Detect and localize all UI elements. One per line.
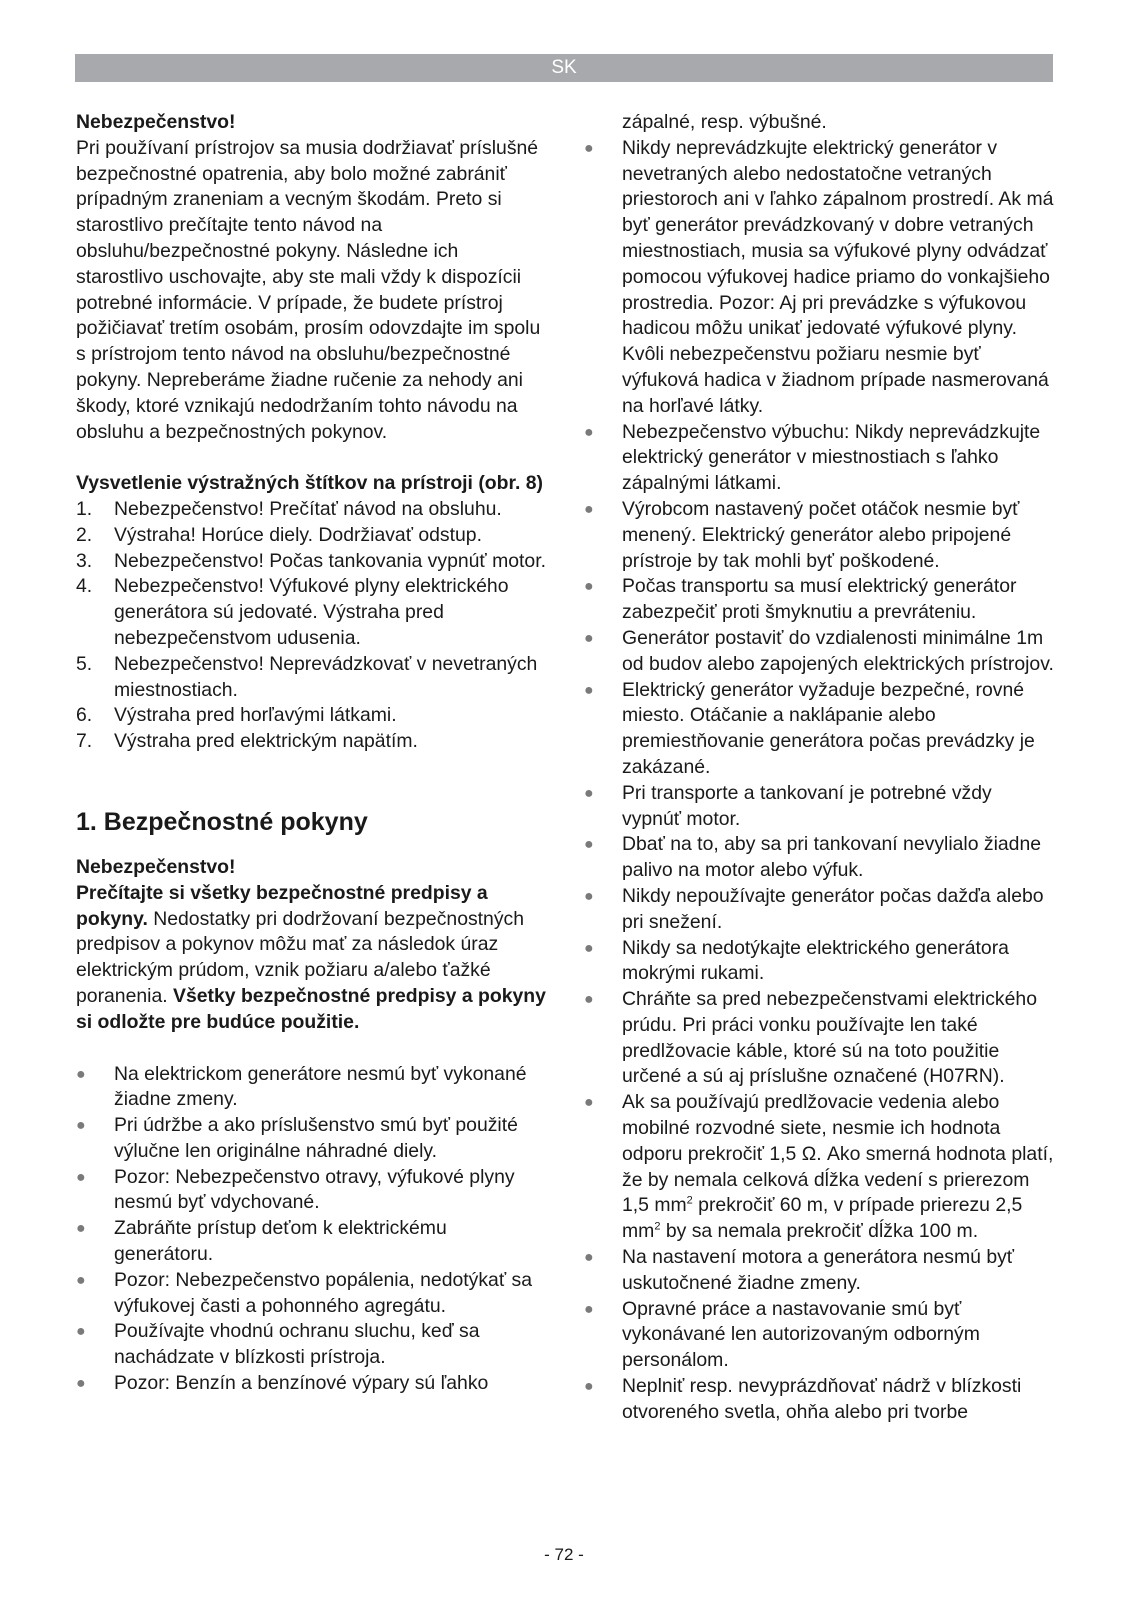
bullet-icon: ● [584,681,594,699]
list-item: ● Nikdy sa nedotýkajte elektrického generátora mokrými rukami. [584,936,1009,985]
list-item: 5. Nebezpečenstvo! Neprevádzkovať v nevetraných miestnostiach. [76,652,538,701]
list-item: ● Pozor: Benzín a benzínové výpary sú ľahko [76,1371,546,1397]
bullet-icon: ● [584,139,594,157]
list-item: ● Pri údržbe a ako príslušenstvo smú byť použité výlučne len originálne náhradné diely. [76,1114,518,1162]
list-item: ● Na elektrickom generátore nesmú byť vykonané žiadne zmeny. [76,1062,527,1111]
right-column [584,110,1054,1426]
bullet-icon: ● [76,1065,86,1083]
language-header-bar [75,54,1053,82]
bullet-icon: ● [76,1117,86,1135]
bullet-icon: ● [584,500,594,518]
list-item: ● Zabráňte prístup deťom k elektrickému generátoru. [76,1217,447,1266]
list-item: ● Pozor: Nebezpečenstvo popálenia, nedotýkať sa výfukovej časti a pohonného agregátu. [76,1268,532,1317]
bullet-icon: ● [76,1375,86,1393]
bullet-icon: ● [76,1271,86,1289]
left-column [76,110,546,1397]
list-item: 6. Výstraha pred horľavými látkami. [76,704,397,727]
section-warning: Nebezpečenstvo! [76,855,236,878]
list-item: ● Elektrický generátor vyžaduje bezpečné, rovné miesto. Otáčanie a naklápanie alebo premiestňovanie generátora počas prevádzky je zakázané. [584,678,1035,778]
list-item: ● Nikdy nepoužívajte generátor počas dažďa alebo pri snežení. [584,884,1044,933]
list-item: ● Neplniť resp. nevyprázdňovať nádrž v blízkosti otvoreného svetla, ohňa alebo pri tvorbe [584,1375,1022,1423]
bullet-icon: ● [76,1220,86,1238]
list-item: 2. Výstraha! Horúce diely. Dodržiavať odstup. [76,523,482,546]
bullet-icon: ● [76,1168,86,1186]
list-item: 1. Nebezpečenstvo! Prečítať návod na obsluhu. [76,497,502,520]
bullet-icon: ● [584,784,594,802]
list-item: ● Opravné práce a nastavovanie smú byť vykonávané len autorizovaným odborným personálom. [584,1297,980,1372]
bullet-icon: ● [584,836,594,854]
bullet-icon: ● [584,423,594,441]
bullet-icon: ● [584,629,594,647]
list-item: ● Pozor: Nebezpečenstvo otravy, výfukové plyny nesmú byť vdychované. [76,1165,515,1214]
list-item: ● Pri transporte a tankovaní je potrebné vždy vypnúť motor. [584,781,992,830]
bullet-icon: ● [584,939,594,957]
list-item: ● Dbať na to, aby sa pri tankovaní nevylialo žiadne palivo na motor alebo výfuk. [584,833,1042,882]
bullet-icon: ● [584,1300,594,1318]
bullet-icon: ● [584,578,594,596]
section-title: 1. Bezpečnostné pokyny [76,807,368,836]
list-item: ● Na nastavení motora a generátora nesmú byť uskutočnené žiadne zmeny. [584,1246,1015,1294]
list-item: 3. Nebezpečenstvo! Počas tankovania vypnúť motor. [76,549,546,572]
list-item: ● Nikdy neprevádzkujte elektrický generátor v nevetraných alebo nedostatočne vetraných priestoroch ani v ľahko zápalnom prostredí. Ak má byť generátor prevádzkovaný v dobre vetraných miestnostiach, musia sa výfukové plyny odvádzať pomocou výfukovej hadice priamo do vonkajšieho prostredia. Pozor: Aj pri prevádzke s výfukovou hadicou môžu unikať jedovaté výfukové plyny. Kvôli nebezpečenstvu požiaru nesmie byť výfuková hadica v žiadnom prípade nasmerovaná na horľavé látky. [584,136,1054,417]
safety-bullets-left [76,1062,546,1397]
intro-paragraph: Pri používaní prístrojov sa musia dodržiavať príslušné bezpečnostné opatrenia, aby bolo možné zabrániť prípadným zraneniam a vecným škodám. Preto si starostlivo prečítajte tento návod na obsluhu/bezpečnostné pokyny. Následne ich starostlivo uschovajte, aby ste mali vždy k dispozícii potrebné informácie. V prípade, že budete prístroj požičiavať tretím osobám, prosím odovzdajte im spolu s prístrojom tento návod na obsluhu/bezpečnostné pokyny. Nepreberáme žiadne ručenie za nehody ani škody, ktoré vznikajú nedodržaním tohto návodu na obsluhu a bezpečnostných pokynov. [76,136,541,443]
list-item: 4. Nebezpečenstvo! Výfukové plyny elektrického generátora sú jedovaté. Výstraha pred nebezpečenstvom udusenia. [76,575,509,649]
list-item: ● Výrobcom nastavený počet otáčok nesmie byť menený. Elektrický generátor alebo pripojené prístroje by tak mohli byť poškodené. [584,497,1020,572]
bullet-icon: ● [584,991,594,1009]
bullet-icon: ● [584,1249,594,1267]
warning-labels-list [76,497,546,755]
list-item: 7. Výstraha pred elektrickým napätím. [76,730,418,753]
list-item: ● Počas transportu sa musí elektrický generátor zabezpečiť proti šmyknutiu a prevráteniu. [584,575,1017,624]
list-item: ● Generátor postaviť do vzdialenosti minimálne 1m od budov alebo zapojených elektrických prístrojov. [584,626,1054,675]
labels-heading: Vysvetlenie výstražných štítkov na prístroji (obr. 8) [76,472,543,495]
bullet-icon: ● [76,1323,86,1341]
list-item: ● Používajte vhodnú ochranu sluchu, keď sa nachádzate v blízkosti prístroja. [76,1320,480,1369]
list-item: ● Nebezpečenstvo výbuchu: Nikdy neprevádzkujte elektrický generátor v miestnostiach s ľahko zápalnými látkami. [584,420,1041,495]
page-number: - 72 - [544,1545,584,1564]
list-item-continuation: zápalné, resp. výbušné. [622,111,827,133]
bullet-icon: ● [584,887,594,905]
list-item-cable-rule: ● Ak sa používajú predlžovacie vedenia alebo mobilné rozvodné siete, nesmie ich hodnota odporu prekročiť 1,5 Ω. Ako smerná hodnota platí, že by nemala celková dĺžka vedení s prierezom 1,5 $mm^2$ prekročiť 60 m, v prípade prierezu 2,5 $mm^2$ by sa nemala prekročiť dĺžka 100 m. [584,1091,1054,1243]
section-paragraph: Prečítajte si všetky bezpečnostné predpisy a pokyny. Nedostatky pri dodržovaní bezpečnostných predpisov a pokynov môžu mať za následok úraz elektrickým prúdom, vznik požiaru a/alebo ťažké poranenia. Všetky bezpečnostné predpisy a pokyny si odložte pre budúce použitie. [76,881,546,1033]
list-item: ● Chráňte sa pred nebezpečenstvami elektrického prúdu. Pri práci vonku používajte len také predlžovacie káble, ktoré sú na toto použitie určené a sú aj príslušne označené (H07RN). [584,988,1037,1088]
warning-title: Nebezpečenstvo! [76,111,236,133]
safety-bullets-right [584,110,1054,1426]
bullet-icon: ● [584,1094,594,1112]
language-label: SK [551,57,577,78]
bullet-icon: ● [584,1378,594,1396]
